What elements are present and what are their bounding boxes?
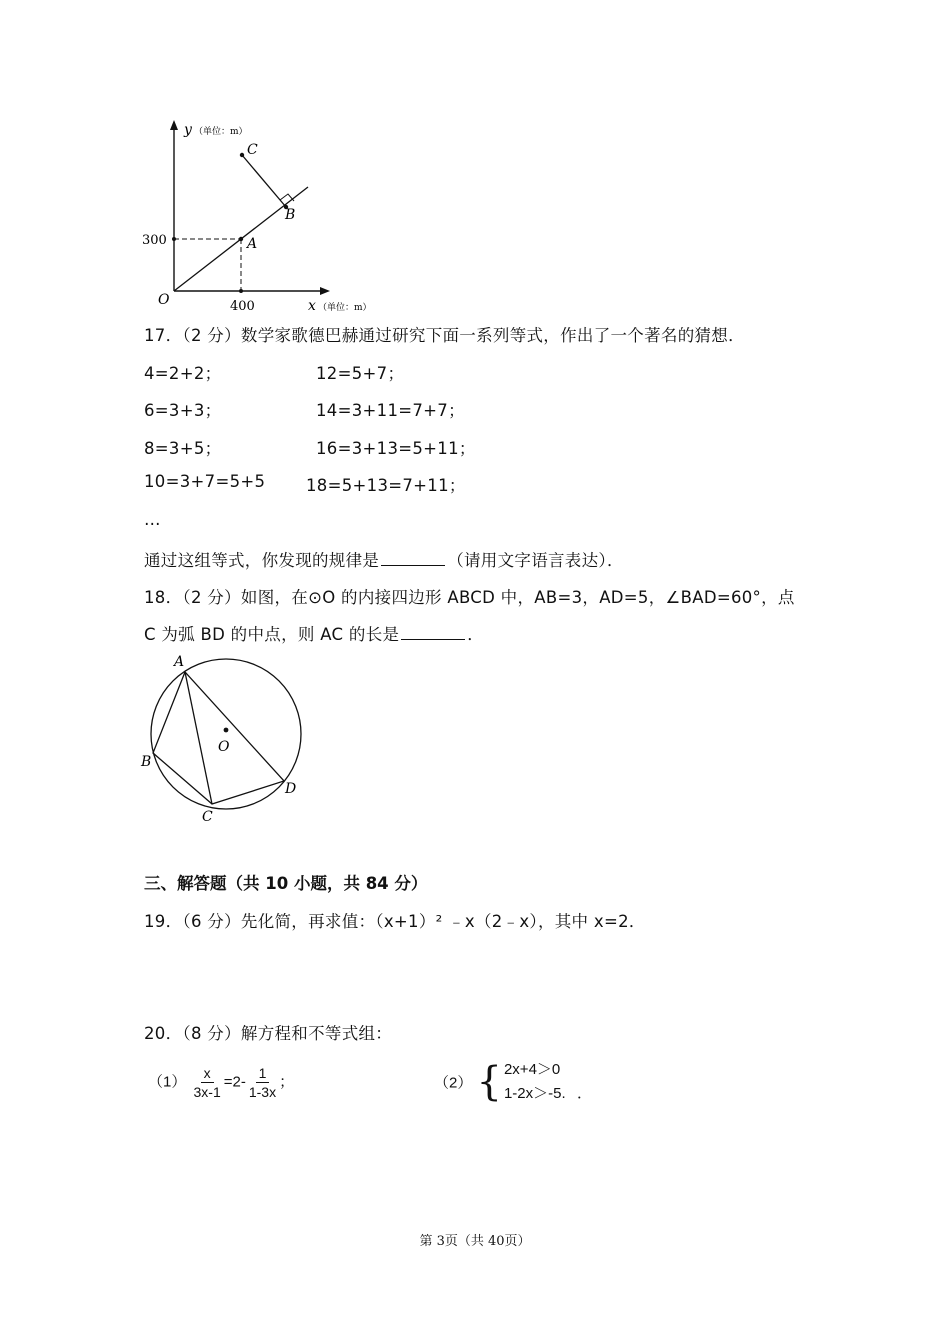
point-b-label: B bbox=[285, 207, 296, 223]
circle-label-b: B bbox=[141, 754, 152, 770]
y-axis-label: y bbox=[184, 122, 192, 138]
q17-eq-right-1: 12=5+7； bbox=[316, 364, 405, 383]
q17-stem: 17．（2 分）数学家歌德巴赫通过研究下面一系列等式，作出了一个著名的猜想． bbox=[144, 326, 745, 345]
fraction-1-numerator: x bbox=[201, 1064, 214, 1083]
q18-answer-blank[interactable] bbox=[401, 625, 465, 640]
q17-eq-right-3: 16=3+13=5+11； bbox=[316, 439, 476, 458]
x-axis-unit: （单位：m） bbox=[318, 303, 372, 313]
q17-eq-left-4: 10=3+7=5+5 bbox=[144, 472, 266, 491]
tick-y-300: 300 bbox=[142, 233, 167, 248]
q17-ellipsis: … bbox=[144, 510, 161, 529]
q20-text: 20．（8 分）解方程和不等式组： bbox=[144, 1024, 393, 1043]
q17-answer-blank[interactable] bbox=[381, 551, 445, 566]
circle-label-a: A bbox=[174, 654, 185, 670]
section3-title: 三、解答题（共 10 小题，共 84 分） bbox=[144, 874, 428, 893]
system-row-1: 2x+4＞0 bbox=[503, 1061, 561, 1078]
circle-label-o: O bbox=[218, 739, 230, 755]
q17-eq-left-3: 8=3+5； bbox=[144, 439, 222, 458]
q18-line2 bbox=[144, 621, 484, 645]
q18-line1: 18．（2 分）如图，在⊙O 的内接四边形 ABCD 中，AB=3，AD=5，∠BAD=60°，点 bbox=[144, 588, 795, 607]
q17-eq-left-2: 6=3+3； bbox=[144, 401, 222, 420]
fraction-2-numerator: 1 bbox=[256, 1064, 270, 1083]
fraction-1-denominator: 3x-1 bbox=[193, 1084, 221, 1100]
fraction-2-denominator: 1-3x bbox=[248, 1084, 277, 1100]
circle-label-d: D bbox=[285, 781, 297, 797]
q20-part2-label: （2） bbox=[434, 1074, 473, 1092]
y-axis-unit: （单位：m） bbox=[194, 127, 248, 137]
inequality-system bbox=[477, 1058, 566, 1106]
q17-question-after: （请用文字语言表达）． bbox=[447, 551, 624, 570]
point-a-label: A bbox=[247, 236, 258, 252]
q17-question-before: 通过这组等式，你发现的规律是 bbox=[144, 551, 380, 570]
circle-label-c: C bbox=[202, 809, 213, 825]
q17-question bbox=[144, 547, 624, 571]
x-axis-label: x bbox=[308, 298, 316, 314]
q20-fraction-2 bbox=[246, 1064, 279, 1101]
left-brace: { bbox=[476, 1059, 502, 1105]
q20-part1-label: （1） bbox=[148, 1073, 187, 1091]
q20-part1 bbox=[148, 1064, 294, 1101]
q17-eq-right-4: 18=5+13=7+11； bbox=[306, 476, 466, 495]
coordinate-figure bbox=[140, 112, 400, 316]
q20-part2 bbox=[434, 1058, 566, 1106]
q17-eq-right-2: 14=3+11=7+7； bbox=[316, 401, 465, 420]
q18-line2-before: C 为弧 BD 的中点，则 AC 的长是 bbox=[144, 625, 400, 644]
page-footer: 第 3页（共 40页） bbox=[419, 1234, 531, 1249]
q17-eq-left-1: 4=2+2； bbox=[144, 364, 222, 383]
q19-text: 19．（6 分）先化简，再求值：（x+1）² ﹣x（2﹣x），其中 x=2． bbox=[144, 912, 646, 931]
tick-x-400: 400 bbox=[230, 299, 255, 314]
circle-figure bbox=[138, 650, 318, 830]
point-c-label: C bbox=[247, 142, 258, 158]
system-row-2: 1-2x＞-5. bbox=[503, 1085, 566, 1102]
q20-part1-end: ； bbox=[279, 1073, 295, 1091]
q20-fraction-1 bbox=[191, 1064, 224, 1101]
origin-label: O bbox=[158, 292, 170, 308]
q20-part2-end: ． bbox=[577, 1085, 593, 1102]
q18-line2-after: ． bbox=[467, 625, 485, 644]
q20-part1-eq: =2- bbox=[223, 1073, 246, 1091]
